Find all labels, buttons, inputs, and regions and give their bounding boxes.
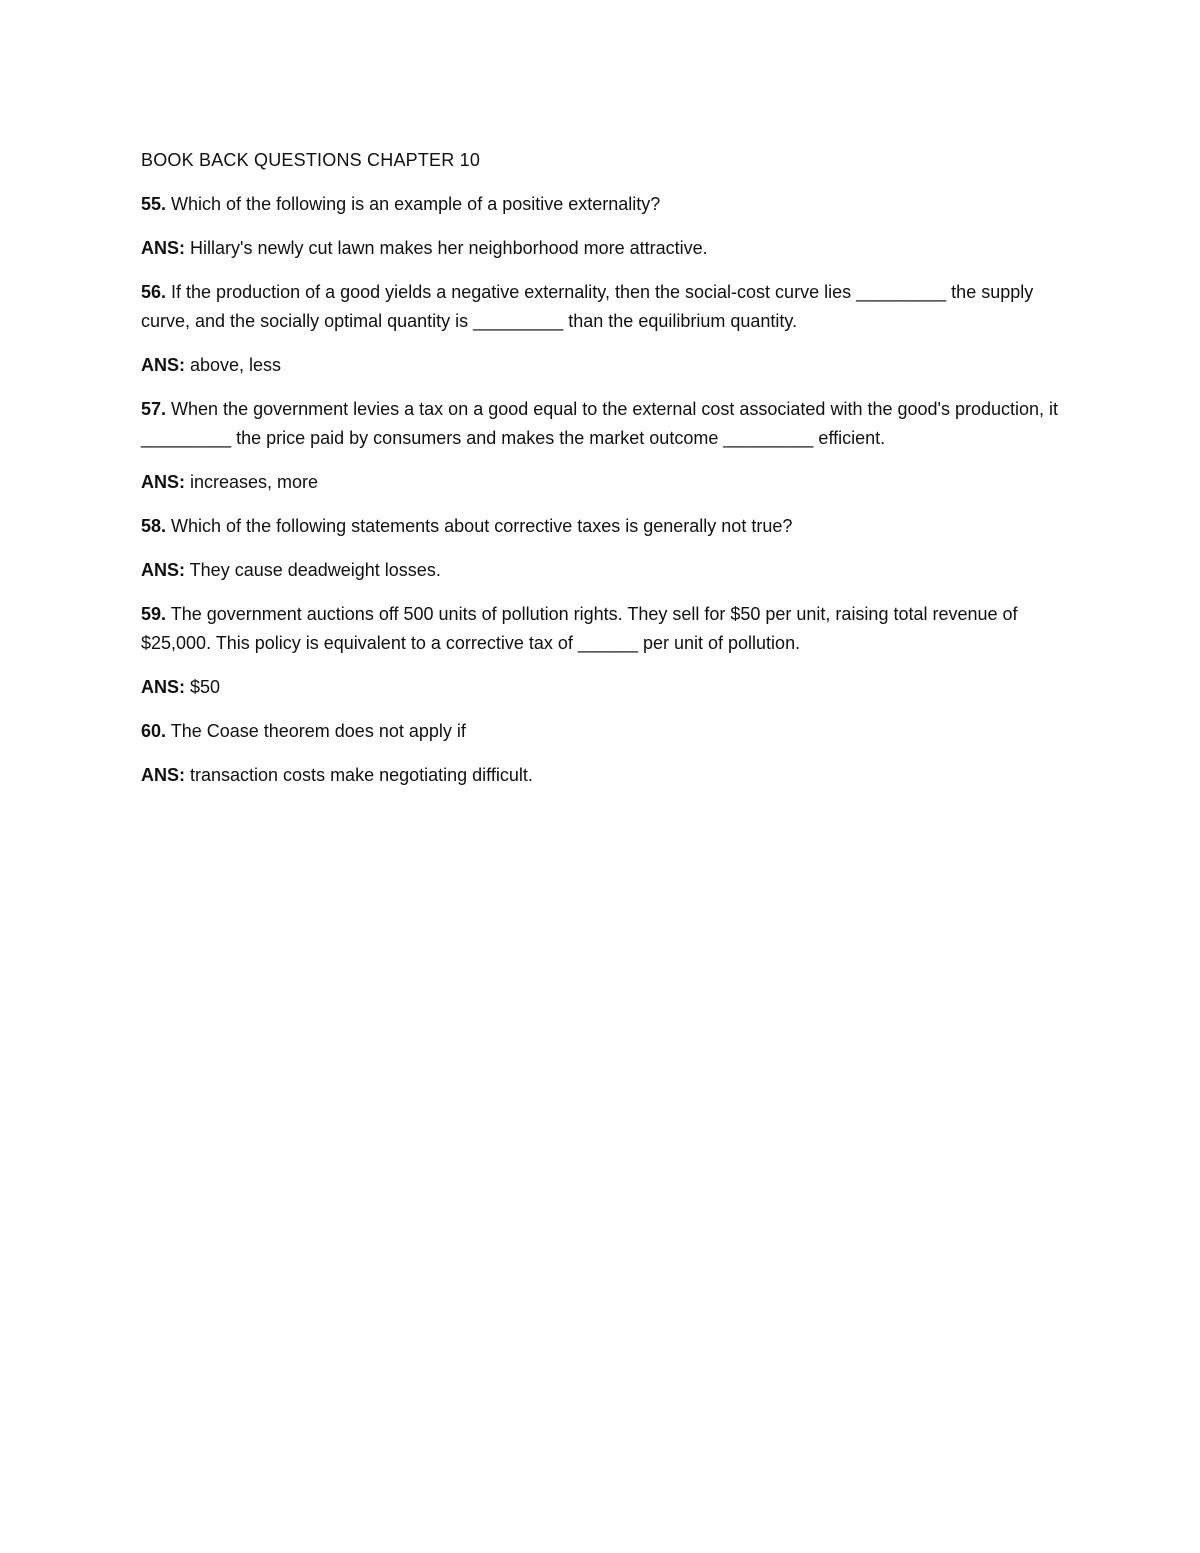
- question-text: If the production of a good yields a negative externality, then the social-cost curve lies _________ the supply curve, and the socially optimal quantity is _________ than the equilibrium quantity.: [141, 282, 1034, 331]
- question-number: 58.: [141, 516, 167, 536]
- question-text: When the government levies a tax on a good equal to the external cost associated with the good's production, it _________ the price paid by consumers and makes the market outcome _________ efficient.: [141, 399, 1059, 448]
- answer-label: ANS:: [141, 238, 185, 258]
- answer-text: increases, more: [185, 472, 319, 492]
- answer-text: $50: [185, 677, 221, 697]
- question-58: [141, 512, 1066, 541]
- answer-60: [141, 761, 1066, 790]
- document-page: [141, 146, 1066, 805]
- question-text: The government auctions off 500 units of pollution rights. They sell for $50 per unit, raising total revenue of $25,000. This policy is equivalent to a corrective tax of ______ per unit of pollution.: [141, 604, 1018, 653]
- answer-text: transaction costs make negotiating difficult.: [185, 765, 533, 785]
- question-55: [141, 190, 1066, 219]
- question-number: 59.: [141, 604, 167, 624]
- answer-label: ANS:: [141, 472, 185, 492]
- answer-label: ANS:: [141, 355, 185, 375]
- answer-55: [141, 234, 1066, 263]
- question-number: 60.: [141, 721, 167, 741]
- answer-57: [141, 468, 1066, 497]
- question-text: Which of the following statements about corrective taxes is generally not true?: [166, 516, 793, 536]
- question-text: Which of the following is an example of a positive externality?: [166, 194, 661, 214]
- question-56: [141, 278, 1066, 336]
- answer-text: They cause deadweight losses.: [185, 560, 441, 580]
- question-59: [141, 600, 1066, 658]
- answer-56: [141, 351, 1066, 380]
- answer-text: above, less: [185, 355, 282, 375]
- question-number: 55.: [141, 194, 167, 214]
- question-number: 57.: [141, 399, 167, 419]
- answer-label: ANS:: [141, 765, 185, 785]
- question-number: 56.: [141, 282, 167, 302]
- answer-text: Hillary's newly cut lawn makes her neighborhood more attractive.: [185, 238, 708, 258]
- question-60: [141, 717, 1066, 746]
- question-text: The Coase theorem does not apply if: [166, 721, 466, 741]
- answer-59: [141, 673, 1066, 702]
- answer-label: ANS:: [141, 677, 185, 697]
- answer-58: [141, 556, 1066, 585]
- document-title: BOOK BACK QUESTIONS CHAPTER 10: [141, 150, 481, 170]
- answer-label: ANS:: [141, 560, 185, 580]
- question-57: [141, 395, 1066, 453]
